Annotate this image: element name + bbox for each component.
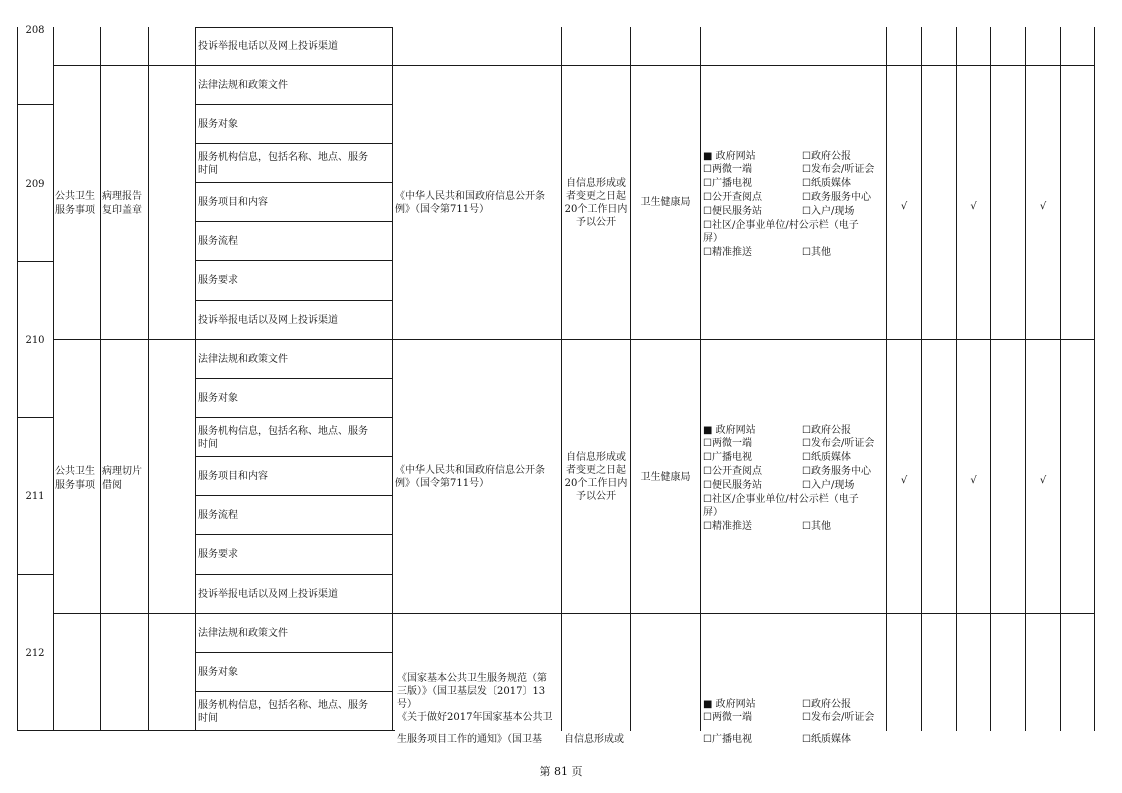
row-number: 209 <box>25 179 45 190</box>
sub-item: 法律法规和政策文件 <box>198 354 288 365</box>
channel-option: ☐广播电视 <box>703 734 752 745</box>
hline <box>17 574 54 575</box>
timing-text: 自信息形成或 <box>566 452 626 463</box>
channel-option: ☐公开查阅点 <box>703 466 762 477</box>
sub-item: 时间 <box>198 165 218 176</box>
basis-text: 《中华人民共和国政府信息公开条 <box>395 465 545 476</box>
hline-sub <box>195 652 393 653</box>
hline-sub <box>195 378 393 379</box>
channel-option: ☐精准推送 <box>703 521 752 532</box>
row-number: 211 <box>25 491 45 502</box>
channel-option: ☐入户/现场 <box>802 480 855 491</box>
basis-text: 号） <box>397 699 417 710</box>
channel-option: ☐纸质媒体 <box>802 178 851 189</box>
vline <box>148 27 149 731</box>
vline <box>195 27 196 731</box>
channel-option: ■ 政府网站 <box>703 699 756 710</box>
agency-text: 卫生健康局 <box>640 197 691 208</box>
channel-option: ☐便民服务站 <box>703 480 762 491</box>
channel-option: ☐其他 <box>802 521 831 532</box>
row-number: 212 <box>25 648 45 659</box>
sub-item: 服务机构信息，包括名称、地点、服务 <box>198 426 368 437</box>
hline-sub <box>195 182 393 183</box>
channel-option: ☐精准推送 <box>703 247 752 258</box>
hline-sub <box>195 260 393 261</box>
channel-option: ☐两微一端 <box>703 164 752 175</box>
channel-option: ☐社区/企事业单位/村公示栏（电子 <box>703 494 859 505</box>
agency-text: 卫生健康局 <box>640 472 691 483</box>
hline-sub <box>195 495 393 496</box>
sub-item: 服务项目和内容 <box>198 471 268 482</box>
channel-option: ☐便民服务站 <box>703 206 762 217</box>
category-cell <box>55 465 101 493</box>
hline-sub <box>195 534 393 535</box>
channel-option: ☐公开查阅点 <box>703 192 762 203</box>
sub-item: 法律法规和政策文件 <box>198 80 288 91</box>
category-text: 公共卫生服务事项 <box>55 191 95 216</box>
vline <box>53 27 54 731</box>
vline <box>990 27 991 731</box>
check-mark: √ <box>970 475 977 486</box>
check-mark: √ <box>900 201 908 212</box>
channel-option: ☐两微一端 <box>703 438 752 449</box>
timing-text: 者变更之日起 <box>566 465 626 476</box>
channel-option: ☐政务服务中心 <box>802 466 871 477</box>
sub-item: 投诉举报电话以及网上投诉渠道 <box>198 315 338 326</box>
basis-text: 例》（国令第711号） <box>395 478 490 489</box>
vline <box>392 27 393 731</box>
basis-text: 《国家基本公共卫生服务规范（第 <box>397 673 547 684</box>
check-mark: √ <box>900 475 908 486</box>
item-name-text: 病理报告复印盖章 <box>102 191 142 216</box>
timing-text: 自信息形成或 <box>566 178 626 189</box>
hline <box>17 417 54 418</box>
category-cell <box>55 190 101 218</box>
channel-option: 屏） <box>703 233 723 244</box>
hline-sub <box>195 417 393 418</box>
sub-item: 时间 <box>198 713 218 724</box>
sub-item: 时间 <box>198 439 218 450</box>
timing-text: 自信息形成或 <box>564 734 624 745</box>
vline <box>100 27 101 731</box>
basis-text: 例》（国令第711号） <box>395 204 490 215</box>
timing-text: 20个工作日内 <box>564 204 628 215</box>
hline-sub <box>195 143 393 144</box>
channel-option: 屏） <box>703 507 723 518</box>
item-name-cell <box>102 190 148 218</box>
channel-option: ☐纸质媒体 <box>802 452 851 463</box>
channel-option: ☐广播电视 <box>703 178 752 189</box>
channel-option: ☐发布会/听证会 <box>802 164 875 175</box>
vline <box>921 27 922 731</box>
channel-option: ☐政府公报 <box>802 151 851 162</box>
hline <box>17 104 54 105</box>
channel-option: ☐政府公报 <box>802 699 851 710</box>
sub-item: 服务要求 <box>198 549 238 560</box>
channel-option: ☐政务服务中心 <box>802 192 871 203</box>
vline-outer-left <box>17 27 18 731</box>
channel-option: ☐入户/现场 <box>802 206 855 217</box>
item-name-cell <box>102 465 148 493</box>
sub-item: 服务流程 <box>198 510 238 521</box>
row-number: 208 <box>25 25 45 36</box>
hline-sub <box>195 574 393 575</box>
vline <box>886 27 887 731</box>
hline-bottom <box>17 730 395 731</box>
category-text: 公共卫生服务事项 <box>55 466 95 491</box>
check-mark: √ <box>1039 475 1047 486</box>
hline-sub <box>195 300 393 301</box>
channel-option: ☐社区/企事业单位/村公示栏（电子 <box>703 220 859 231</box>
page-number-footer: 第 81 页 <box>539 765 583 778</box>
channel-option: ☐政府公报 <box>802 425 851 436</box>
sub-item: 服务对象 <box>198 119 238 130</box>
sub-item: 服务机构信息，包括名称、地点、服务 <box>198 152 368 163</box>
vline <box>700 27 701 731</box>
channel-option: ■ 政府网站 <box>703 151 756 162</box>
sub-item: 服务机构信息，包括名称、地点、服务 <box>198 700 368 711</box>
row-number: 210 <box>25 335 45 346</box>
check-mark: √ <box>970 201 977 212</box>
sub-item: 投诉举报电话以及网上投诉渠道 <box>198 41 338 52</box>
hline-group <box>53 65 1095 66</box>
vline <box>561 27 562 731</box>
check-mark: √ <box>1039 201 1047 212</box>
timing-text: 予以公开 <box>576 491 616 502</box>
sub-item: 服务要求 <box>198 275 238 286</box>
hline-sub <box>195 104 393 105</box>
sub-item: 服务对象 <box>198 393 238 404</box>
channel-option: ☐广播电视 <box>703 452 752 463</box>
vline <box>1025 27 1026 731</box>
channel-option: ■ 政府网站 <box>703 425 756 436</box>
timing-text: 予以公开 <box>576 217 616 228</box>
hline-sub <box>195 456 393 457</box>
vline <box>1060 27 1061 731</box>
sub-item: 投诉举报电话以及网上投诉渠道 <box>198 589 338 600</box>
sub-item: 法律法规和政策文件 <box>198 628 288 639</box>
sub-item: 服务项目和内容 <box>198 197 268 208</box>
sub-item: 服务流程 <box>198 236 238 247</box>
hline-group <box>53 339 1095 340</box>
basis-text: 《中华人民共和国政府信息公开条 <box>395 191 545 202</box>
vline-outer-right <box>1094 27 1095 731</box>
timing-text: 20个工作日内 <box>564 478 628 489</box>
channel-option: ☐两微一端 <box>703 712 752 723</box>
timing-text: 者变更之日起 <box>566 191 626 202</box>
channel-option: ☐纸质媒体 <box>802 734 851 745</box>
hline-sub <box>195 27 393 28</box>
channel-option: ☐发布会/听证会 <box>802 712 875 723</box>
hline-sub <box>195 221 393 222</box>
sub-item: 服务对象 <box>198 667 238 678</box>
hline-group <box>53 613 1095 614</box>
item-name-text: 病理切片借阅 <box>102 466 142 491</box>
hline <box>17 261 54 262</box>
basis-text: 《关于做好2017年国家基本公共卫 <box>397 712 553 723</box>
channel-option: ☐其他 <box>802 247 831 258</box>
vline <box>630 27 631 731</box>
channel-option: ☐发布会/听证会 <box>802 438 875 449</box>
basis-text: 生服务项目工作的通知》（国卫基 <box>397 734 542 745</box>
vline <box>956 27 957 731</box>
basis-text: 三版）》（国卫基层发〔2017〕13 <box>397 686 546 697</box>
hline-sub <box>195 691 393 692</box>
